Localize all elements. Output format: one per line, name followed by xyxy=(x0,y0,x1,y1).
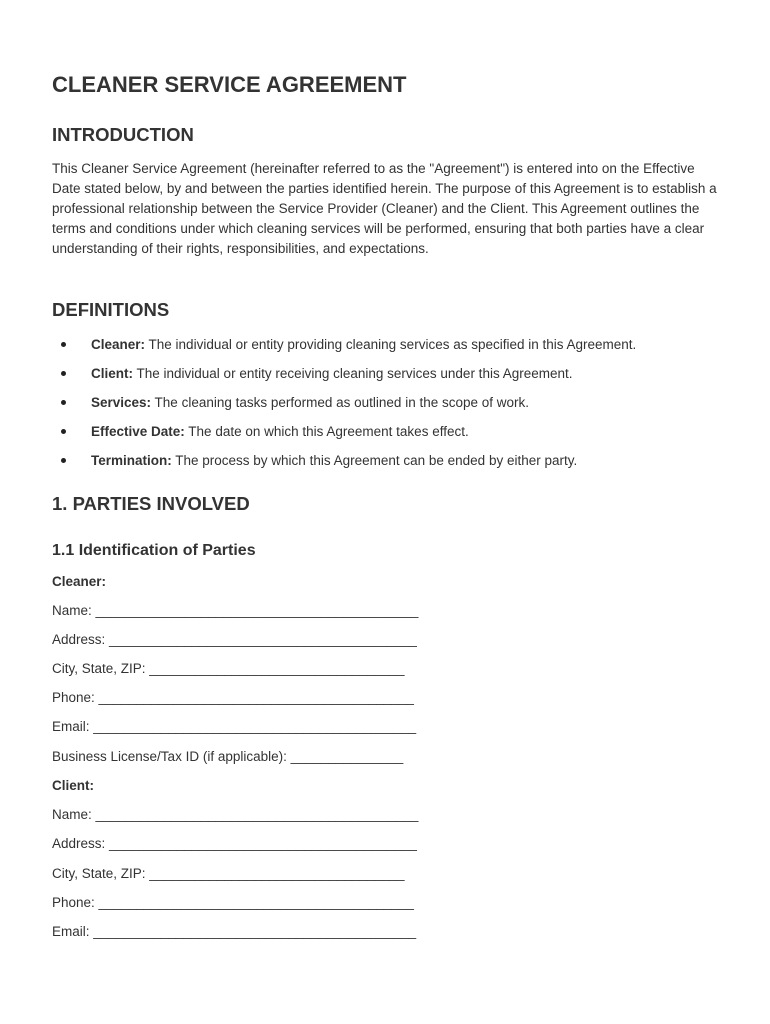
definition-item-termination xyxy=(52,451,732,480)
definition-term: Services: xyxy=(91,395,152,410)
identification-subheading: 1.1 Identification of Parties xyxy=(52,542,256,559)
definition-item-services xyxy=(52,393,732,422)
cleaner-address-field[interactable]: Address: _________________________________________ xyxy=(52,632,417,647)
definitions-list xyxy=(52,335,732,480)
definitions-heading: DEFINITIONS xyxy=(52,299,170,320)
bullet-icon xyxy=(61,371,66,376)
definition-term: Effective Date: xyxy=(91,424,185,439)
definition-text xyxy=(91,422,469,442)
definition-term: Client: xyxy=(91,366,133,381)
definition-item-effective-date xyxy=(52,422,732,451)
definition-term: Cleaner: xyxy=(91,337,146,352)
bullet-icon xyxy=(61,458,66,463)
definition-text xyxy=(91,335,636,355)
bullet-icon xyxy=(61,400,66,405)
definition-description: The cleaning tasks performed as outlined in the scope of work. xyxy=(151,395,530,410)
definition-description: The process by which this Agreement can be ended by either party. xyxy=(171,453,578,468)
introduction-paragraph: This Cleaner Service Agreement (hereinafter referred to as the "Agreement") is entered into on the Effective Date stated below, by and between the parties identified herein. The purpose of this Agreement is to establish a professional relationship between the Service Provider (Cleaner) and the Client. This Agreement outlines the terms and conditions under which cleaning services will be performed, ensuring that both parties have a clear understanding of their rights, responsibilities, and expectations. xyxy=(52,161,717,256)
definition-description: The individual or entity receiving cleaning services under this Agreement. xyxy=(133,366,573,381)
client-address-field[interactable]: Address: _________________________________________ xyxy=(52,836,417,851)
definition-text xyxy=(91,451,577,471)
client-label: Client: xyxy=(52,778,94,793)
cleaner-license-field[interactable]: Business License/Tax ID (if applicable): _______________ xyxy=(52,749,404,764)
definition-text xyxy=(91,393,529,413)
definition-description: The date on which this Agreement takes effect. xyxy=(184,424,469,439)
client-phone-field[interactable]: Phone: __________________________________________ xyxy=(52,895,414,910)
document-title: CLEANER SERVICE AGREEMENT xyxy=(52,72,407,97)
definition-description: The individual or entity providing cleaning services as specified in this Agreement. xyxy=(145,337,637,352)
cleaner-city-state-zip-field[interactable]: City, State, ZIP: __________________________________ xyxy=(52,661,405,676)
client-email-field[interactable]: Email: ___________________________________________ xyxy=(52,924,417,939)
introduction-heading: INTRODUCTION xyxy=(52,124,194,145)
bullet-icon xyxy=(61,429,66,434)
cleaner-email-field[interactable]: Email: ___________________________________________ xyxy=(52,719,417,734)
client-name-field[interactable]: Name: ___________________________________________ xyxy=(52,807,419,822)
definition-term: Termination: xyxy=(91,453,172,468)
cleaner-name-field[interactable]: Name: ___________________________________________ xyxy=(52,603,419,618)
definition-item-client xyxy=(52,364,732,393)
bullet-icon xyxy=(61,342,66,347)
client-city-state-zip-field[interactable]: City, State, ZIP: __________________________________ xyxy=(52,866,405,881)
definition-item-cleaner xyxy=(52,335,732,364)
parties-heading: 1. PARTIES INVOLVED xyxy=(52,493,250,514)
cleaner-phone-field[interactable]: Phone: __________________________________________ xyxy=(52,690,414,705)
cleaner-label: Cleaner: xyxy=(52,574,107,589)
definition-text xyxy=(91,364,573,384)
